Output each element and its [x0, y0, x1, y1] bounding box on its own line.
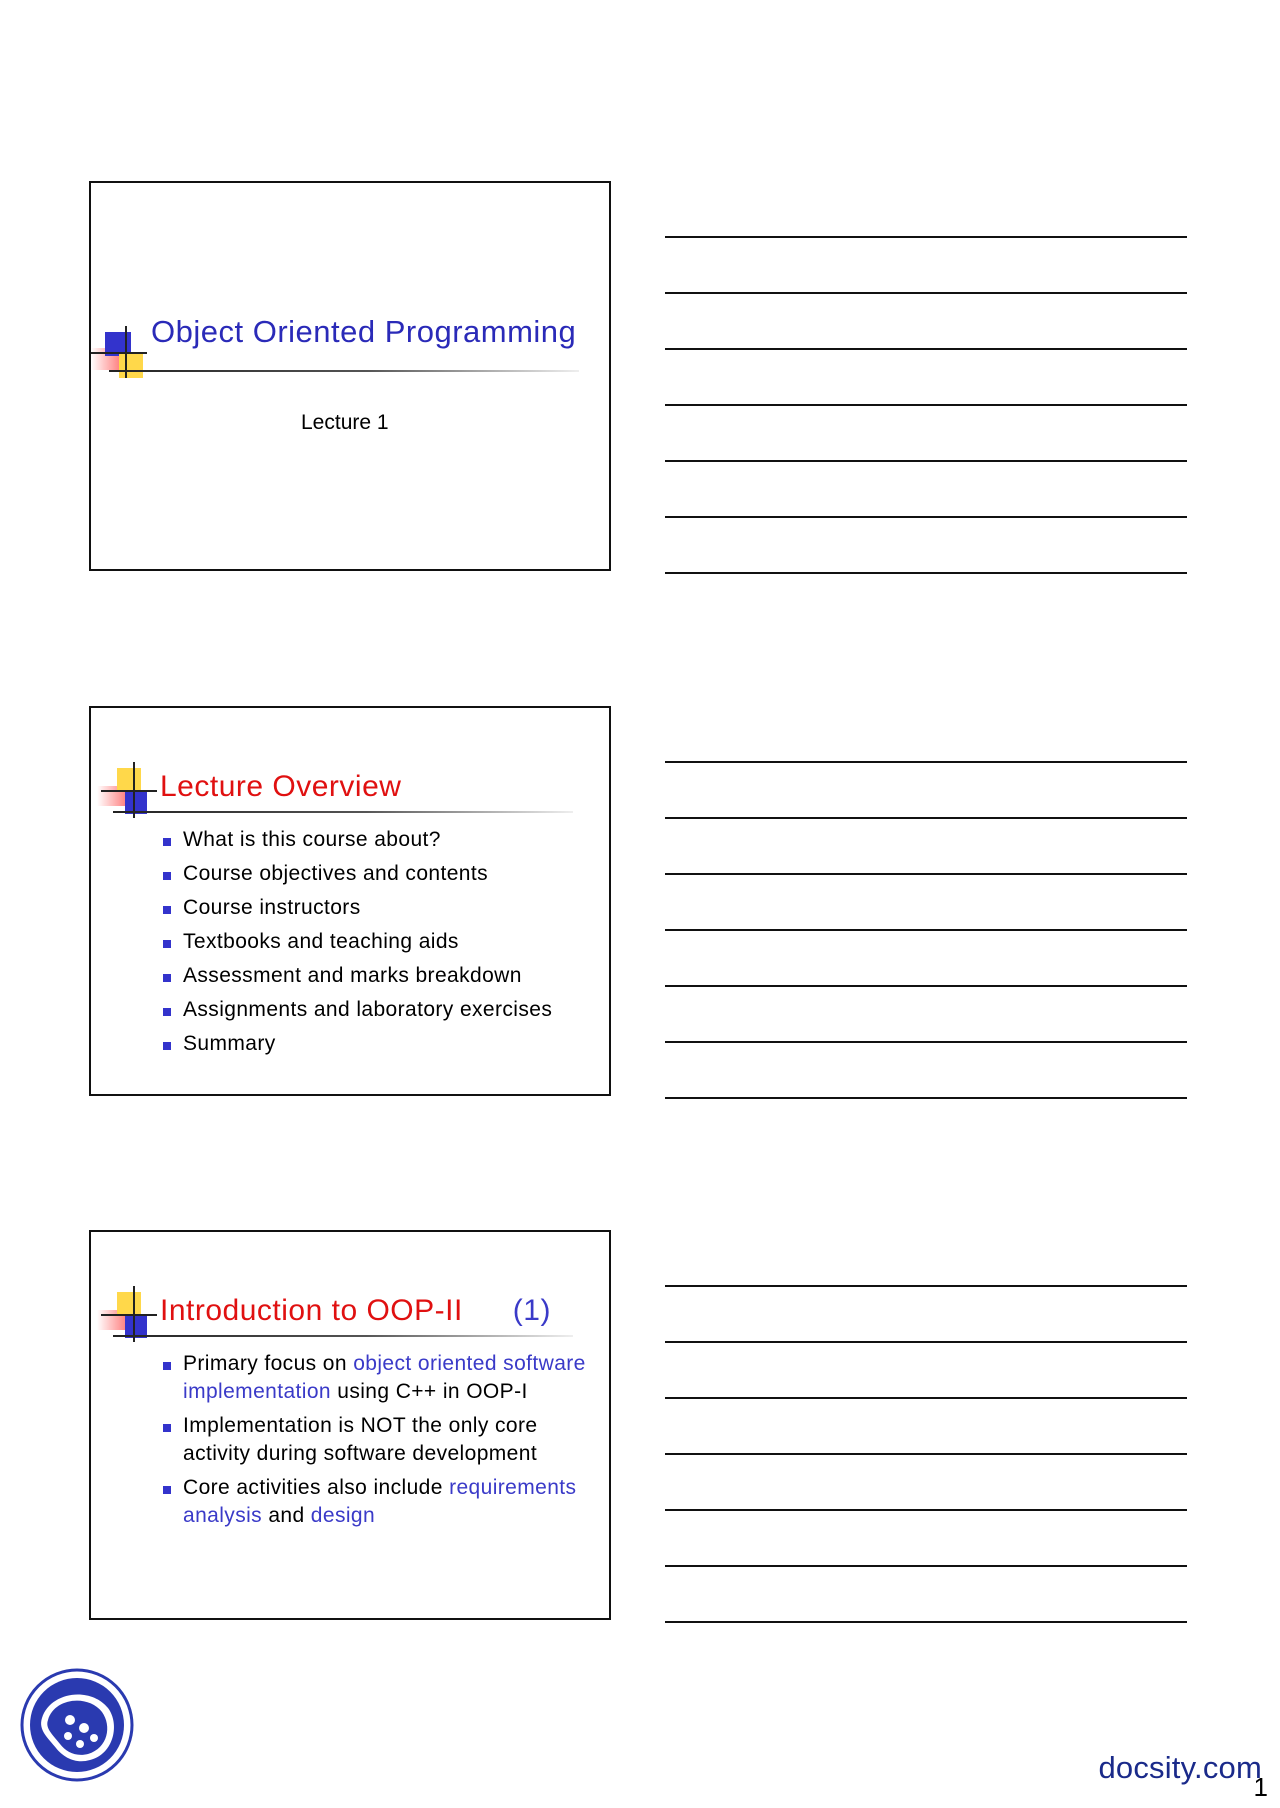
- page-number: 1: [1253, 1772, 1268, 1802]
- note-line: [665, 873, 1187, 875]
- note-line: [665, 1565, 1187, 1567]
- docsity-logo-icon: [20, 1668, 134, 1782]
- slide-subtitle: Lecture 1: [301, 411, 389, 434]
- note-line: [665, 1453, 1187, 1455]
- slide-title-text: Introduction to OOP-II: [160, 1294, 463, 1327]
- list-item: Assessment and marks breakdown: [163, 962, 603, 990]
- bullet-list: [163, 1350, 603, 1530]
- note-line: [665, 1621, 1187, 1623]
- note-line: [665, 236, 1187, 238]
- list-item: What is this course about?: [163, 826, 603, 854]
- note-line: [665, 1509, 1187, 1511]
- bullet-highlight: requirements analysis: [183, 1476, 577, 1527]
- list-item: [163, 1412, 603, 1468]
- note-line: [665, 929, 1187, 931]
- bullet-list: [163, 826, 603, 1058]
- slide-3: [89, 1230, 611, 1620]
- note-line: [665, 761, 1187, 763]
- slide-logo-icon: [91, 326, 155, 390]
- bullet-text: and: [262, 1504, 311, 1527]
- slide-2: [89, 706, 611, 1096]
- note-line: [665, 292, 1187, 294]
- slide-title: Object Oriented Programming: [151, 314, 577, 349]
- list-item: Textbooks and teaching aids: [163, 928, 603, 956]
- note-line: [665, 985, 1187, 987]
- title-underline: [113, 811, 573, 813]
- bullet-text: Primary focus on: [183, 1352, 354, 1375]
- list-item: [163, 1474, 603, 1530]
- list-item: Course instructors: [163, 894, 603, 922]
- note-line: [665, 460, 1187, 462]
- bullet-highlight: object oriented software implementation: [183, 1352, 586, 1403]
- bullet-text: Core activities also include: [183, 1476, 450, 1499]
- title-underline: [109, 370, 579, 372]
- note-line: [665, 1397, 1187, 1399]
- title-underline: [113, 1335, 573, 1337]
- docsity-brand-link[interactable]: docsity.com: [1098, 1750, 1262, 1785]
- list-item: [163, 1350, 603, 1406]
- slide-logo-icon: [97, 1286, 161, 1350]
- slide-title: [160, 1294, 551, 1328]
- note-line: [665, 1097, 1187, 1099]
- slide-title-suffix: (1): [512, 1294, 551, 1327]
- note-line: [665, 1041, 1187, 1043]
- list-item: Assignments and laboratory exercises: [163, 996, 603, 1024]
- note-line: [665, 516, 1187, 518]
- slide-1: [89, 181, 611, 571]
- bullet-text: using C++ in OOP-I: [331, 1380, 528, 1403]
- note-line: [665, 1341, 1187, 1343]
- list-item: Summary: [163, 1030, 603, 1058]
- bullet-highlight: design: [310, 1504, 376, 1527]
- note-line: [665, 572, 1187, 574]
- note-line: [665, 348, 1187, 350]
- slide-title: Lecture Overview: [160, 770, 402, 803]
- list-item: Course objectives and contents: [163, 860, 603, 888]
- note-line: [665, 1285, 1187, 1287]
- slide-logo-icon: [97, 762, 161, 826]
- note-line: [665, 404, 1187, 406]
- bullet-text: Implementation is NOT the only core activity during software development: [183, 1414, 538, 1465]
- note-line: [665, 817, 1187, 819]
